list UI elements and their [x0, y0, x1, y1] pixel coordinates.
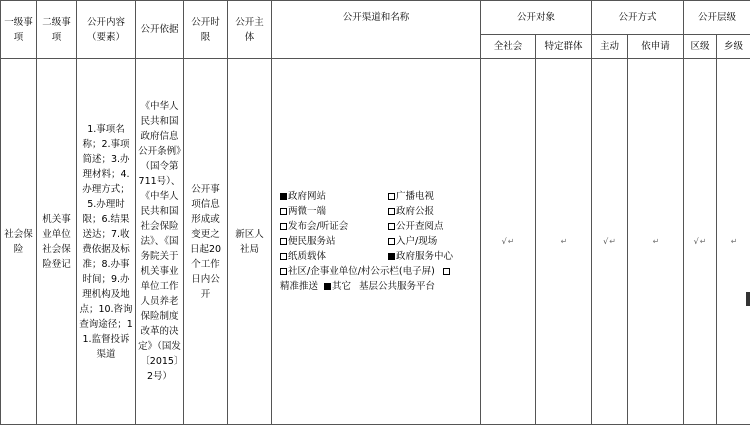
checkbox-icon	[280, 253, 287, 260]
header-basis: 公开依据	[136, 1, 184, 59]
channel-option: 精准推送	[280, 281, 319, 292]
channel-option: 政府公报	[388, 204, 434, 219]
cell-specific-group: ↵	[536, 59, 592, 425]
channel-option: 便民服务站	[280, 234, 388, 249]
channel-option: 政府网站	[280, 189, 388, 204]
cell-on-request: ↵	[628, 59, 684, 425]
header-subject: 公开主体	[228, 1, 272, 59]
scrollbar-handle[interactable]	[746, 292, 750, 306]
cell-whole-society: √↵	[481, 59, 536, 425]
channel-option: 公开查阅点	[388, 219, 444, 234]
header-level2: 二级事项	[37, 1, 77, 59]
header-mode: 公开方式	[592, 1, 684, 35]
cell-time-limit: 公开事项信息形成或变更之日起20个工作日内公开	[184, 59, 228, 425]
checkbox-icon	[324, 283, 331, 290]
cell-district: √↵	[684, 59, 717, 425]
header-time-limit: 公开时限	[184, 1, 228, 59]
cell-township: ↵	[717, 59, 750, 425]
header-active: 主动	[592, 35, 628, 59]
header-target: 公开对象	[481, 1, 592, 35]
checkbox-icon	[388, 223, 395, 230]
channel-option: 纸质载体	[280, 249, 388, 264]
checkbox-icon	[280, 238, 287, 245]
checkbox-icon	[280, 268, 287, 275]
cell-level1: 社会保险	[1, 59, 37, 425]
channel-option: 广播电视	[388, 189, 434, 204]
channel-option: 入户/现场	[388, 234, 437, 249]
checkbox-icon	[280, 223, 287, 230]
checkbox-icon	[388, 253, 395, 260]
header-channels: 公开渠道和名称	[272, 1, 481, 59]
checkbox-icon	[280, 208, 287, 215]
cell-active: √↵	[592, 59, 628, 425]
channel-option: 政府服务中心	[388, 249, 453, 264]
header-level: 公开层级	[684, 1, 750, 35]
header-whole-society: 全社会	[481, 35, 536, 59]
channel-option: 两微一端	[280, 204, 388, 219]
checkbox-icon	[388, 208, 395, 215]
checkbox-icon	[280, 193, 287, 200]
header-township: 乡级	[717, 35, 750, 59]
cell-basis: 《中华人民共和国政府信息公开条例》（国令第711号）、《中华人民共和国社会保险法》、《国务院关于机关事业单位工作人员养老保险制度改革的决定》（国发〔2015〕2号）	[136, 59, 184, 425]
checkbox-icon	[388, 193, 395, 200]
channel-option: 其它	[324, 279, 351, 294]
checkbox-icon	[443, 268, 450, 275]
cell-content: 1.事项名称；2.事项简述；3.办理材料；4.办理方式；5.办理时限；6.结果送达；7.收费依据及标准；8.办事时间；9.办理机构及地点；10.咨询查询途径；11.监督投诉渠道	[77, 59, 136, 425]
checkbox-icon	[388, 238, 395, 245]
cell-level2: 机关事业单位社会保险登记	[37, 59, 77, 425]
header-on-request: 依申请	[628, 35, 684, 59]
channel-other-text: 基层公共服务平台	[359, 281, 436, 292]
cell-channels	[272, 59, 481, 425]
header-content: 公开内容（要素）	[77, 1, 136, 59]
header-district: 区级	[684, 35, 717, 59]
channel-option: 发布会/听证会	[280, 219, 388, 234]
header-level1: 一级事项	[1, 1, 37, 59]
cell-subject: 新区人社局	[228, 59, 272, 425]
channel-option	[443, 264, 451, 279]
channel-option: 社区/企事业单位/村公示栏(电子屏)	[280, 264, 435, 279]
header-specific-group: 特定群体	[536, 35, 592, 59]
